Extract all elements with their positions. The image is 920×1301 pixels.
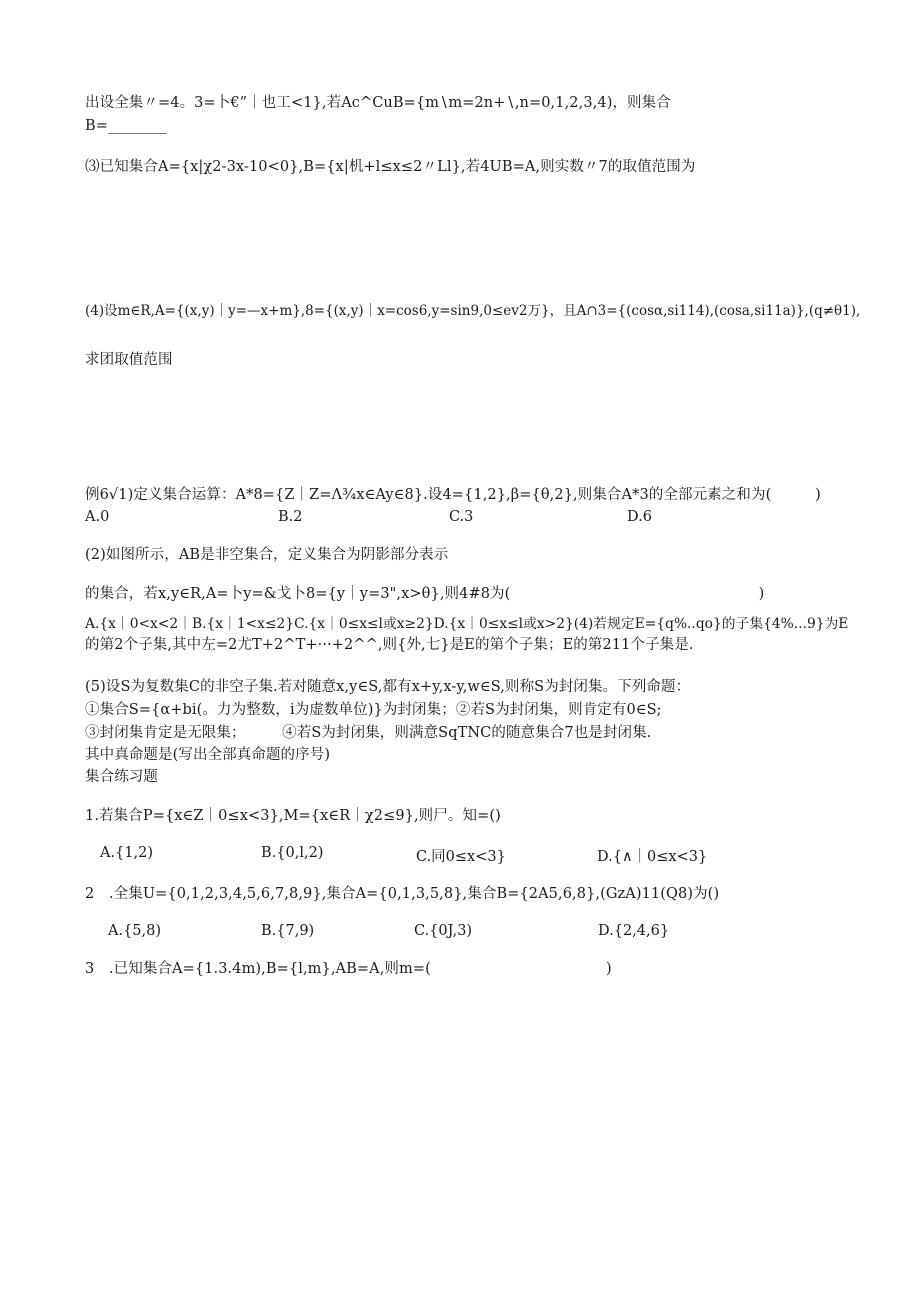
practice-q2-option-a: A.{5,8) — [108, 923, 162, 939]
practice-q2-stem: 2 .全集U={0,1,2,3,4,5,6,7,8,9},集合A={0,1,3,5,8},集合B={2A5,6,8},(GzA)11(Q8)为() — [85, 886, 720, 902]
ex6-q2-line-1: (2)如图所示，AB是非空集合，定义集合为阴影部分表示 — [85, 547, 449, 563]
section-title: 集合练习题 — [85, 769, 158, 785]
ex6-q2-line-2: 的集合，若x,y∈R,A=卜y=&戈卜8={y｜y=3",x>θ},则4#8为( ) — [85, 586, 765, 602]
practice-q3-stem: 3 .已知集合A={1.3.4m),B={l,m},AB=A,则m=( ) — [85, 961, 612, 977]
practice-q1-option-d: D.{∧｜0≤x<3} — [597, 849, 708, 865]
ex6-q5-line-2: ①集合S={α+bi(。力为整数，i为虚数单位)}为封闭集；②若S为封闭集，则肯定有0∈S; — [85, 702, 662, 718]
ex6-q5-line-4: 其中真命题是(写出全部真命题的序号) — [85, 747, 331, 763]
ex6-q1-option-d: D.6 — [627, 509, 652, 525]
ex6-q1-options — [0, 509, 920, 529]
ex6-q2-line-3: A.{x｜0<x<2｜B.{x｜1<x≤2}C.{x｜0≤x≤l或x≥2}D.{x｜0≤x≤l或x>2}(4)若规定E={q%..qo}的子集{4%...9}为E — [85, 616, 849, 632]
q4-line-1: (4)设m∈R,A={(x,y)｜y=—x+m},8={(x,y)｜x=cos6,y=sin9,0≤ev2万}，且A∩3={(cosα,si114),(cosa,si11a)},(q≠θ1), — [85, 303, 861, 319]
q3a-line-2: B=________ — [85, 118, 167, 134]
practice-q1-option-b: B.{0,l,2) — [261, 845, 324, 861]
practice-q2-options — [0, 923, 920, 943]
practice-q1-option-c: C.同0≤x<3} — [416, 849, 506, 865]
ex6-q5-line-1: (5)设S为复数集C的非空子集.若对随意x,y∈S,都有x+y,x-y,w∈S,则称S为封闭集。下列命题： — [85, 679, 691, 695]
ex6-q5-line-3: ③封闭集肯定是无限集； ④若S为封闭集，则满意SqTNC的随意集合7也是封闭集. — [85, 725, 652, 741]
q4-line-2: 求团取值范围 — [85, 352, 173, 368]
q3a-line-1: 出设全集〃=4。3=卜€”｜也工<1},若Ac^CuB={m∖m=2n+∖,n=0,1,2,3,4)，则集合 — [85, 95, 671, 111]
ex6-q1-option-c: C.3 — [449, 509, 474, 525]
ex6-q2-line-4: 的第2个子集,其中左=2尤T+2^T+···+2^^,则{外,七}是E的第个子集；E的第211个子集是. — [85, 637, 694, 653]
practice-q2-option-b: B.{7,9) — [261, 923, 315, 939]
ex6-q1-option-a: A.0 — [85, 509, 110, 525]
ex6-q1: 例6√1)定义集合运算：A*8={Z｜Z=Λ¾x∈Ay∈8}.设4={1,2},β={θ,2},则集合A*3的全部元素之和为( ) — [85, 487, 821, 503]
q3b-text: ⑶已知集合A={x|χ2-3x-10<0},B={x|机+l≤x≤2〃Ll},若4UB=A,则实数〃7的取值范围为 — [85, 159, 696, 175]
practice-q1-stem: 1.若集合P={x∈Z｜0≤x<3},M={x∈R｜χ2≤9},则尸。知=() — [85, 808, 501, 824]
practice-q1-option-a: A.{1,2) — [100, 845, 154, 861]
ex6-q1-option-b: B.2 — [278, 509, 303, 525]
practice-q1-options — [0, 845, 920, 865]
practice-q2-option-c: C.{0J,3) — [414, 923, 473, 939]
practice-q2-option-d: D.{2,4,6} — [598, 923, 670, 939]
